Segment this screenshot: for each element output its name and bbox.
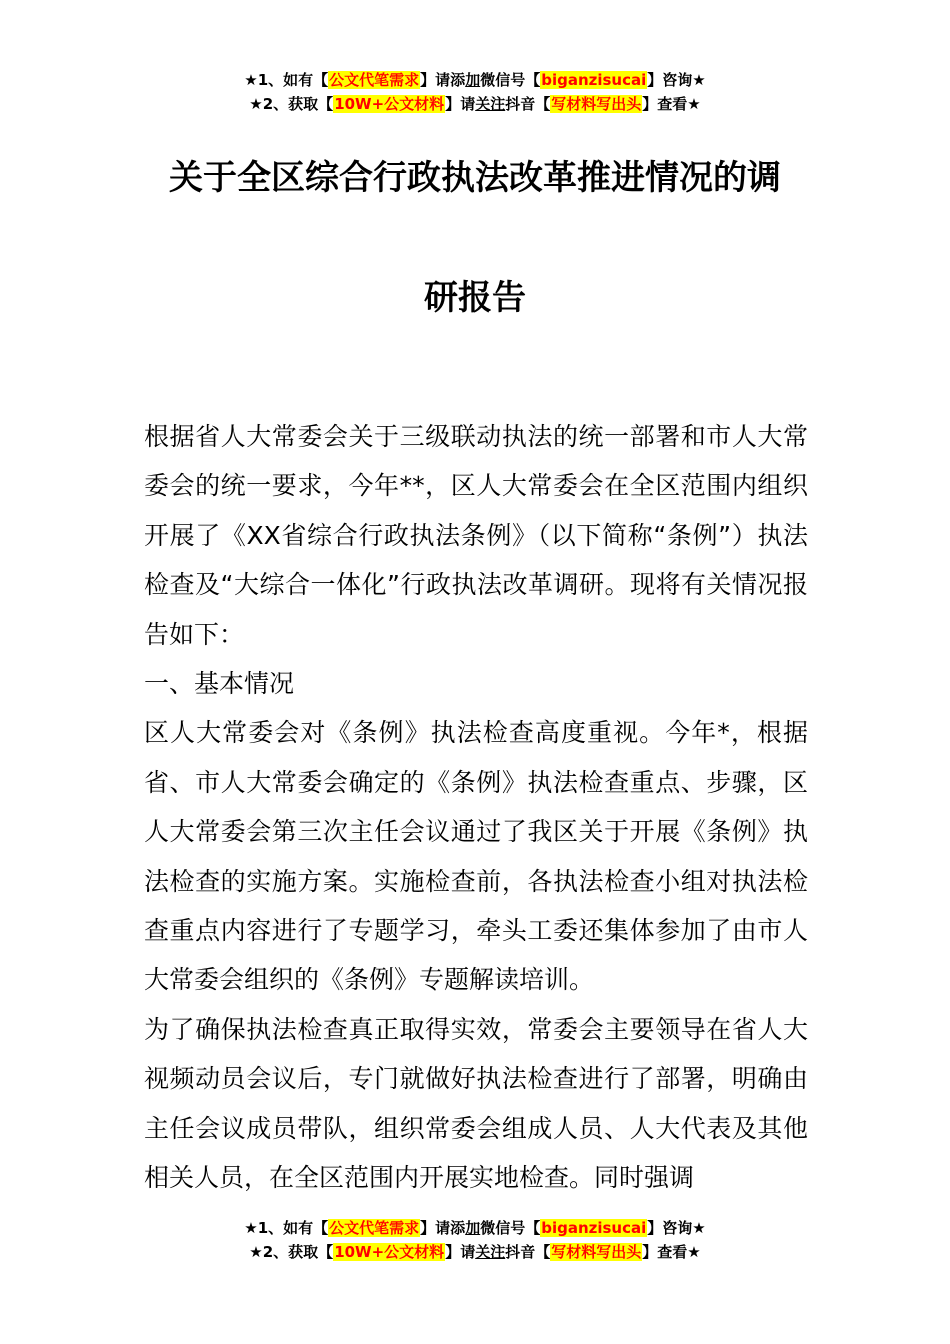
section-heading: 一、基本情况	[144, 669, 295, 699]
banner-wechat-id: biganzisucai	[541, 71, 647, 89]
banner-text: 微信号【	[480, 1219, 541, 1237]
banner-underlined: 关注	[475, 95, 506, 113]
paragraph-basic-situation: 区人大常委会对《条例》执法检查高度重视。今年*，根据省、市人大常委会确定的《条例》执法检查重点、步骤，区人大常委会第三次主任会议通过了我区关于开展《条例》执法检查的实施方案。实施检查前，各执法检查小组对执法检查重点内容进行了专题学习，牵头工委还集体参加了由市人大常委会组织的《条例》专题解读培训。	[144, 718, 808, 995]
banner-underlined: 关注	[475, 1243, 506, 1261]
banner-text: 抖音【	[505, 1243, 551, 1261]
banner-douyin-name: 写材料写出头	[551, 1243, 642, 1261]
banner-underlined: 加	[465, 1219, 481, 1237]
banner-highlight: 10W+公文材料	[334, 1243, 445, 1261]
banner-text: 】请添	[420, 1219, 466, 1237]
banner-line-2	[0, 1240, 950, 1264]
banner-text: 】请添	[420, 71, 466, 89]
banner-text: 】请	[445, 1243, 476, 1261]
banner-text: 微信号【	[480, 71, 541, 89]
paragraph-intro: 根据省人大常委会关于三级联动执法的统一部署和市人大常委会的统一要求，今年**，区人大常委会在全区范围内组织开展了《XX省综合行政执法条例》（以下简称“条例”）执法检查及“大综合一体化”行政执法改革调研。现将有关情况报告如下：	[144, 422, 808, 649]
banner-text: 】咨询★	[647, 71, 706, 89]
banner-text: 】查看★	[642, 1243, 701, 1261]
banner-line-1	[0, 1216, 950, 1240]
header-banner	[0, 68, 950, 116]
banner-highlight: 公文代笔需求	[329, 71, 420, 89]
footer-banner	[0, 1216, 950, 1264]
banner-line-2	[0, 92, 950, 116]
document-title-line-1: 关于全区综合行政执法改革推进情况的调	[169, 158, 781, 198]
banner-line-1	[0, 68, 950, 92]
document-body	[144, 412, 808, 1203]
banner-text: 】查看★	[642, 95, 701, 113]
banner-text: ★1、如有【	[244, 71, 329, 89]
banner-highlight: 公文代笔需求	[329, 1219, 420, 1237]
banner-douyin-name: 写材料写出头	[551, 95, 642, 113]
banner-text: 】咨询★	[647, 1219, 706, 1237]
banner-underlined: 加	[465, 71, 481, 89]
document-title-line-2: 研报告	[424, 278, 526, 318]
banner-wechat-id: biganzisucai	[541, 1219, 647, 1237]
paragraph-inspection: 为了确保执法检查真正取得实效，常委会主要领导在省人大视频动员会议后，专门就做好执法检查进行了部署，明确由主任会议成员带队，组织常委会组成人员、人大代表及其他相关人员，在全区范围内开展实地检查。同时强调	[144, 1014, 808, 1193]
banner-text: ★1、如有【	[244, 1219, 329, 1237]
banner-text: 】请	[445, 95, 476, 113]
banner-text: 抖音【	[505, 95, 551, 113]
banner-text: ★2、获取【	[249, 1243, 334, 1261]
banner-text: ★2、获取【	[249, 95, 334, 113]
banner-highlight: 10W+公文材料	[334, 95, 445, 113]
